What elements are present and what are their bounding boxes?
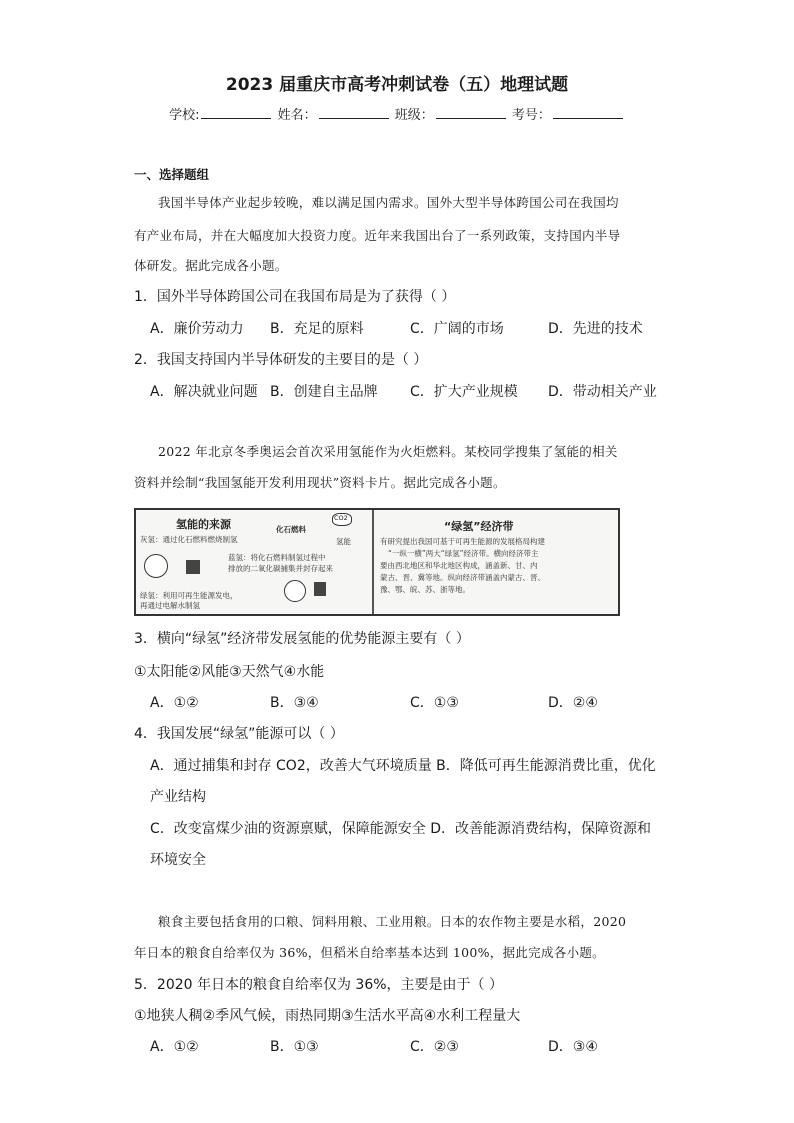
section-heading: 一、选择题组 <box>134 167 210 182</box>
q1-option-b[interactable]: B．充足的原料 <box>270 321 364 337</box>
passage1-line2: 有产业布局，并在大幅度加大投资力度。近年来我国出台了一系列政策，支持国内半导 <box>134 228 621 243</box>
passage1-line1: 我国半导体产业起步较晚，难以满足国内需求。国外大型半导体跨国公司在我国均 <box>158 195 619 210</box>
q2-option-c[interactable]: C．扩大产业规模 <box>410 384 518 400</box>
grey-hydrogen-text: 灰氢：通过化石燃料燃烧制氢 <box>140 535 238 544</box>
class-label: 班级： <box>394 108 434 123</box>
globe-icon <box>144 554 168 578</box>
passage2-line1: 2022 年北京冬季奥运会首次采用氢能作为火炬燃料。某校同学搜集了氢能的相关 <box>158 444 618 459</box>
q3-option-b[interactable]: B．③④ <box>270 695 319 711</box>
school-blank[interactable] <box>201 106 271 119</box>
fossil-fuel-label: 化石燃料 <box>276 525 306 534</box>
q2-option-b[interactable]: B．创建自主品牌 <box>270 384 378 400</box>
q5-option-b[interactable]: B．①③ <box>270 1039 319 1055</box>
q1-stem: 1．国外半导体跨国公司在我国布局是为了获得（ ） <box>134 289 456 305</box>
green-hydrogen-text-1: 绿氢：利用可再生能源发电， <box>140 591 238 600</box>
green-belt-text-2: “一纵一横”两大“绿氢”经济带。横向经济带主 <box>388 549 539 558</box>
q4-option-b-cont: 产业结构 <box>150 789 206 805</box>
name-blank[interactable] <box>319 106 389 119</box>
blue-hydrogen-text-2: 排放的二氧化碳捕集并封存起来 <box>228 564 333 573</box>
green-belt-text-5: 豫、鄂、皖、苏、浙等地。 <box>380 585 470 594</box>
page-title: 2023 届重庆市高考冲刺试卷（五）地理试题 <box>225 75 569 95</box>
name-label: 姓名： <box>277 108 317 123</box>
q4-options-cd[interactable]: C．改变富煤少油的资源禀赋，保障能源安全 D．改善能源消费结构，保障资源和 <box>150 821 652 837</box>
q4-option-d-cont: 环境安全 <box>150 852 206 868</box>
q5-sub: ①地狭人稠②季风气候，雨热同期③生活水平高④水利工程量大 <box>134 1008 521 1024</box>
q3-stem: 3．横向“绿氢”经济带发展氢能的优势能源主要有（ ） <box>134 631 470 647</box>
green-belt-text-3: 要由西北地区和华北地区构成，涵盖新、甘、内 <box>380 561 538 570</box>
q5-option-d[interactable]: D．③④ <box>548 1039 598 1055</box>
q3-sub: ①太阳能②风能③天然气④水能 <box>134 664 325 680</box>
green-hydrogen-text-2: 再通过电解水制氢 <box>140 601 200 610</box>
q1-option-d[interactable]: D．先进的技术 <box>548 321 643 337</box>
school-label: 学校: <box>169 108 200 123</box>
hydrogen-label: 氢能 <box>336 537 351 546</box>
q2-stem: 2．我国支持国内半导体研发的主要目的是（ ） <box>134 352 428 368</box>
passage3-line1: 粮食主要包括食用的口粮、饲料用粮、工业用粮。日本的农作物主要是水稻，2020 <box>158 914 627 929</box>
id-blank[interactable] <box>553 106 623 119</box>
passage2-line2: 资料并绘制“我国氢能开发利用现状”资料卡片。据此完成各小题。 <box>134 475 506 490</box>
green-belt-text-4: 蒙古、晋、冀等地。纵向经济带涵盖内蒙古、晋、 <box>380 573 545 582</box>
co2-bubble-icon <box>332 513 352 526</box>
plant-icon <box>314 582 326 596</box>
class-blank[interactable] <box>436 106 506 119</box>
electrolysis-icon <box>284 580 306 602</box>
hydrogen-source-title: 氢能的来源 <box>176 518 231 531</box>
q2-option-d[interactable]: D．带动相关产业 <box>548 384 657 400</box>
q3-option-c[interactable]: C．①③ <box>410 695 459 711</box>
q3-option-d[interactable]: D．②④ <box>548 695 598 711</box>
hydrogen-info-card <box>134 508 620 616</box>
student-info-line <box>0 104 794 123</box>
passage1-line3: 体研发。据此完成各小题。 <box>134 258 288 273</box>
q5-option-a[interactable]: A．①② <box>150 1039 199 1055</box>
blue-hydrogen-text-1: 蓝氢：将化石燃料制氢过程中 <box>228 553 326 562</box>
co2-label: CO2 <box>334 514 348 522</box>
green-belt-title: “绿氢”经济带 <box>444 520 514 533</box>
q5-stem: 5．2020 年日本的粮食自给率仅为 36%，主要是由于（ ） <box>134 977 504 993</box>
q2-option-a[interactable]: A．解决就业问题 <box>150 384 258 400</box>
q5-option-c[interactable]: C．②③ <box>410 1039 459 1055</box>
id-label: 考号： <box>511 108 551 123</box>
q3-option-a[interactable]: A．①② <box>150 695 199 711</box>
passage3-line2: 年日本的粮食自给率仅为 36%，但稻米自给率基本达到 100%，据此完成各小题。 <box>134 945 605 960</box>
hydrogen-source-panel <box>136 510 374 614</box>
green-hydrogen-belt-panel <box>374 510 618 614</box>
q1-option-c[interactable]: C．广阔的市场 <box>410 321 504 337</box>
green-belt-text-1: 有研究提出我国可基于可再生能源的发展格局构建 <box>380 537 545 546</box>
q1-option-a[interactable]: A．廉价劳动力 <box>150 321 244 337</box>
q4-options-ab[interactable]: A．通过捕集和封存 CO2，改善大气环境质量 B．降低可再生能源消费比重，优化 <box>150 758 656 774</box>
q4-stem: 4．我国发展“绿氢”能源可以（ ） <box>134 726 344 742</box>
factory-icon <box>186 560 200 574</box>
